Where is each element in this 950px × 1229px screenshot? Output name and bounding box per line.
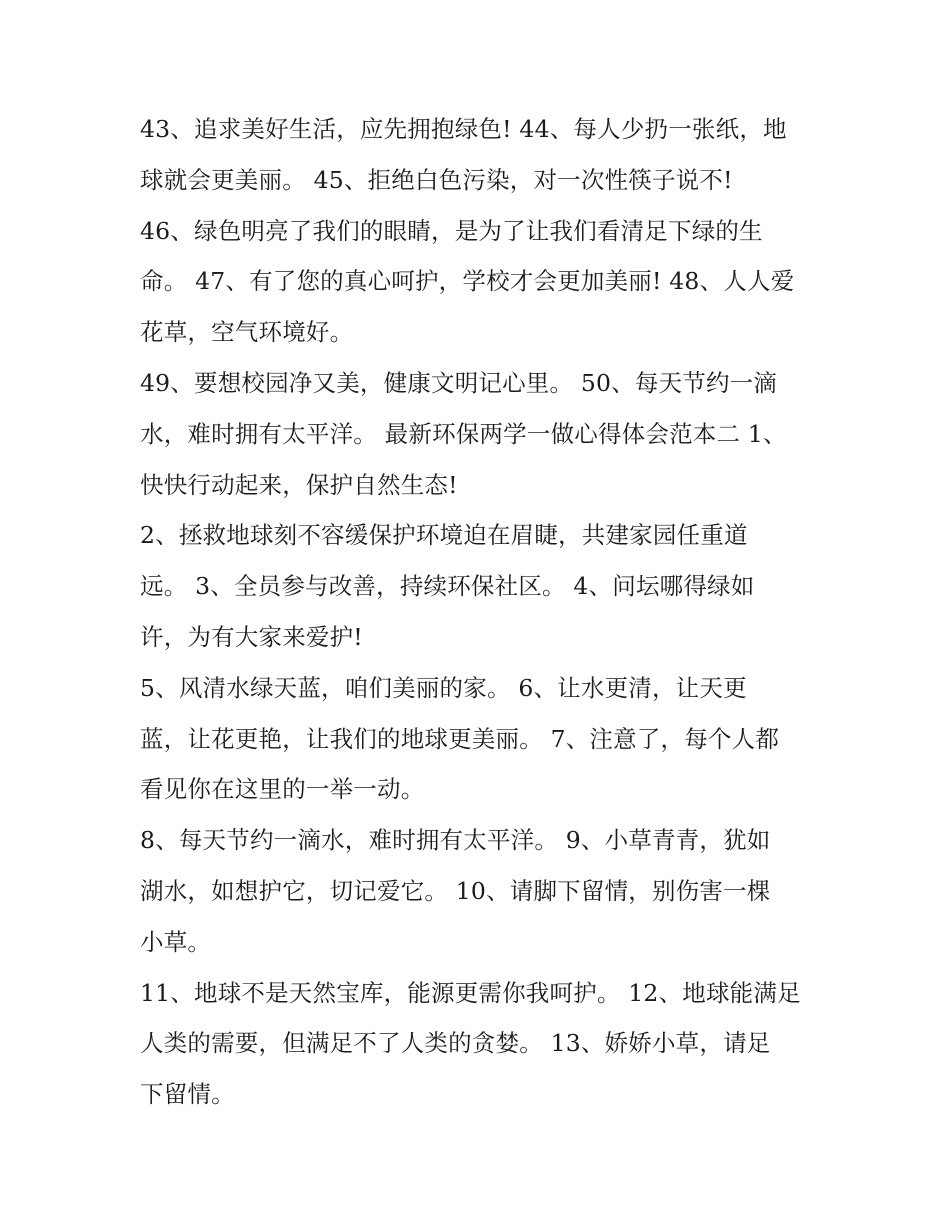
paragraph <box>140 358 820 510</box>
text-line: 蓝，让花更艳，让我们的地球更美丽。 7、注意了，每个人都 <box>140 724 780 753</box>
text-line: 水，难时拥有太平洋。 最新环保两学一做心得体会范本二 1、 <box>140 419 787 448</box>
text-line: 许，为有大家来爱护! <box>140 622 363 651</box>
text-line: 快快行动起来，保护自然生态! <box>140 470 458 499</box>
text-line: 球就会更美丽。 45、拒绝白色污染，对一次性筷子说不! <box>140 165 733 194</box>
text-line: 43、追求美好生活，应先拥抱绿色! 44、每人少扔一张纸，地 <box>140 115 787 143</box>
text-line: 远。 3、全员参与改善，持续环保社区。 4、问坛哪得绿如 <box>140 572 755 601</box>
paragraph <box>140 104 820 206</box>
text-line: 花草，空气环境好。 <box>140 318 354 347</box>
text-line: 2、拯救地球刻不容缓保护环境迫在眉睫，共建家园任重道 <box>140 521 748 550</box>
text-line: 5、风清水绿天蓝，咱们美丽的家。 6、让水更清，让天更 <box>140 673 747 702</box>
paragraph <box>140 206 820 358</box>
text-line: 49、要想校园净又美，健康文明记心里。 50、每天节约一滴 <box>140 368 778 397</box>
text-line: 命。 47、有了您的真心呵护，学校才会更加美丽! 48、人人爱 <box>140 267 795 296</box>
document-body <box>140 104 820 1120</box>
text-line: 看见你在这里的一举一动。 <box>140 775 425 804</box>
text-line: 小草。 <box>140 927 212 956</box>
text-line: 湖水，如想护它，切记爱它。 10、请脚下留情，别伤害一棵 <box>140 876 771 905</box>
paragraph <box>140 815 820 967</box>
text-line: 8、每天节约一滴水，难时拥有太平洋。 9、小草青青，犹如 <box>140 826 771 855</box>
paragraph <box>140 968 820 1120</box>
text-line: 下留情。 <box>140 1080 235 1109</box>
text-line: 人类的需要，但满足不了人类的贪婪。 13、娇娇小草，请足 <box>140 1029 771 1058</box>
paragraph <box>140 510 820 662</box>
paragraph <box>140 663 820 815</box>
text-line: 46、绿色明亮了我们的眼睛，是为了让我们看清足下绿的生 <box>140 216 763 245</box>
text-line: 11、地球不是天然宝库，能源更需你我呵护。 12、地球能满足 <box>140 978 801 1007</box>
